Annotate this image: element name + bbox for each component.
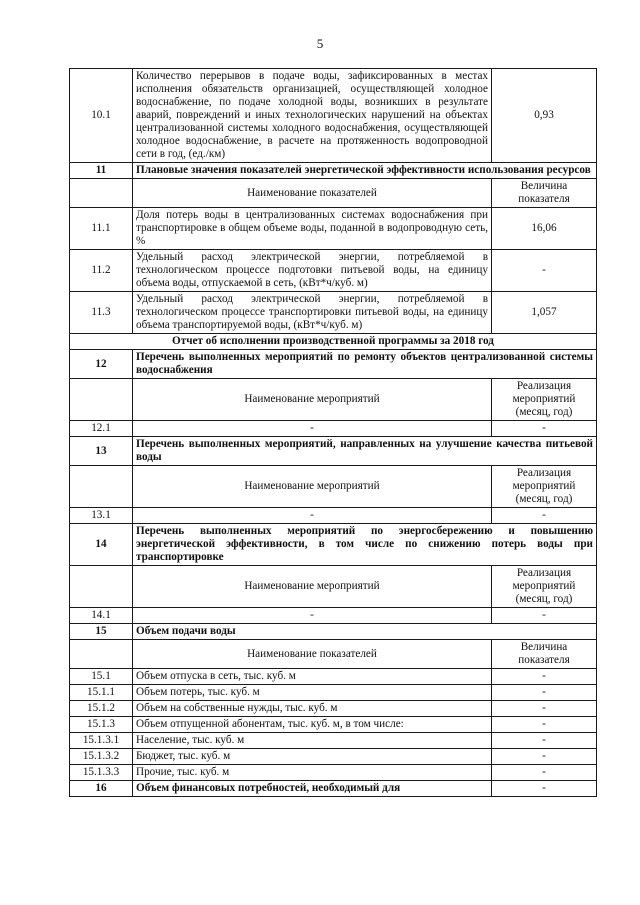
report-caption: Отчет об исполнении производственной программы за 2018 год xyxy=(70,334,597,350)
row-number: 11.3 xyxy=(70,292,133,334)
table-row xyxy=(70,608,597,624)
section-number: 16 xyxy=(70,781,133,797)
section-number: 13 xyxy=(70,437,133,466)
row-value: - xyxy=(492,781,597,797)
row-text: - xyxy=(133,508,492,524)
section-header-row xyxy=(70,524,597,566)
column-header-name: Наименование показателей xyxy=(133,179,492,208)
section-header-row xyxy=(70,624,597,640)
row-text: - xyxy=(133,608,492,624)
table-row xyxy=(70,421,597,437)
column-header-value: Реализация мероприятий (месяц, год) xyxy=(492,566,597,608)
row-text: Объем на собственные нужды, тыс. куб. м xyxy=(133,701,492,717)
column-header-value: Реализация мероприятий (месяц, год) xyxy=(492,466,597,508)
row-number: 11.1 xyxy=(70,208,133,250)
table-row xyxy=(70,733,597,749)
column-header-row xyxy=(70,640,597,669)
section-title: Объем подачи воды xyxy=(133,624,597,640)
section-title: Перечень выполненных мероприятий по энергосбережению и повышению энергетической эффективности, в том числе по снижению потерь воды при транспортировке xyxy=(133,524,597,566)
table-row xyxy=(70,717,597,733)
section-number: 12 xyxy=(70,350,133,379)
row-value: - xyxy=(492,669,597,685)
row-text: Удельный расход электрической энергии, потребляемой в технологическом процессе транспортировки питьевой воды, на единицу объема транспортируемой воды, (кВт*ч/куб. м) xyxy=(133,292,492,334)
row-number: 11.2 xyxy=(70,250,133,292)
row-number: 15.1.3.1 xyxy=(70,733,133,749)
row-value: - xyxy=(492,608,597,624)
table-row xyxy=(70,749,597,765)
row-value: - xyxy=(492,717,597,733)
row-number: 10.1 xyxy=(70,69,133,163)
row-value: - xyxy=(492,250,597,292)
row-number: 15.1.2 xyxy=(70,701,133,717)
column-header-value: Величина показателя xyxy=(492,640,597,669)
section-header-row xyxy=(70,350,597,379)
table-row xyxy=(70,69,597,163)
section-title: Перечень выполненных мероприятий, направленных на улучшение качества питьевой воды xyxy=(133,437,597,466)
section-header-row xyxy=(70,437,597,466)
row-text: - xyxy=(133,421,492,437)
column-header-name: Наименование мероприятий xyxy=(133,379,492,421)
table-row xyxy=(70,701,597,717)
row-value: - xyxy=(492,685,597,701)
report-caption-row xyxy=(70,334,597,350)
table-row xyxy=(70,765,597,781)
section-header-row xyxy=(70,163,597,179)
row-number: 15.1.3.3 xyxy=(70,765,133,781)
row-value: - xyxy=(492,733,597,749)
row-value: 0,93 xyxy=(492,69,597,163)
row-text: Объем потерь, тыс. куб. м xyxy=(133,685,492,701)
row-value: - xyxy=(492,749,597,765)
row-number: 15.1.1 xyxy=(70,685,133,701)
page-number: 5 xyxy=(316,36,324,51)
column-header-value: Реализация мероприятий (месяц, год) xyxy=(492,379,597,421)
column-header-value: Величина показателя xyxy=(492,179,597,208)
section-number: 14 xyxy=(70,524,133,566)
row-text: Удельный расход электрической энергии, потребляемой в технологическом процессе подготовки питьевой воды, на единицу объема воды, отпускаемой в сеть, (кВт*ч/куб. м) xyxy=(133,250,492,292)
section-header-row xyxy=(70,781,597,797)
row-text: Объем отпуска в сеть, тыс. куб. м xyxy=(133,669,492,685)
column-header-row xyxy=(70,466,597,508)
section-title: Перечень выполненных мероприятий по ремонту объектов централизованной системы водоснабжения xyxy=(133,350,597,379)
table-row xyxy=(70,250,597,292)
row-text: Население, тыс. куб. м xyxy=(133,733,492,749)
row-text: Количество перерывов в подаче воды, зафиксированных в местах исполнения обязательств организацией, осуществляющей холодное водоснабжение, по подаче холодной воды, возникших в результате аварий, повреждений и иных технологических нарушений на объектах централизованной системы холодного водоснабжения, осуществляющей холодное водоснабжение, в расчете на протяженность водопроводной сети в год, (ед./км) xyxy=(133,69,492,163)
row-text: Бюджет, тыс. куб. м xyxy=(133,749,492,765)
row-value: - xyxy=(492,701,597,717)
row-number: 15.1 xyxy=(70,669,133,685)
row-value: 1,057 xyxy=(492,292,597,334)
row-value: - xyxy=(492,765,597,781)
row-value: 16,06 xyxy=(492,208,597,250)
section-title: Плановые значения показателей энергетической эффективности использования ресурсов xyxy=(133,163,597,179)
row-number: 12.1 xyxy=(70,421,133,437)
column-header-row xyxy=(70,379,597,421)
section-title: Объем финансовых потребностей, необходимый для xyxy=(133,781,492,797)
table-row xyxy=(70,292,597,334)
section-number: 11 xyxy=(70,163,133,179)
row-value: - xyxy=(492,421,597,437)
table-row xyxy=(70,208,597,250)
row-text: Доля потерь воды в централизованных системах водоснабжения при транспортировке в общем объеме воды, поданной в водопроводную сеть, % xyxy=(133,208,492,250)
row-number: 13.1 xyxy=(70,508,133,524)
column-header-name: Наименование мероприятий xyxy=(133,566,492,608)
column-header-name: Наименование мероприятий xyxy=(133,466,492,508)
row-number: 14.1 xyxy=(70,608,133,624)
column-header-row xyxy=(70,566,597,608)
row-number: 15.1.3 xyxy=(70,717,133,733)
column-header-name: Наименование показателей xyxy=(133,640,492,669)
row-number: 15.1.3.2 xyxy=(70,749,133,765)
column-header-row xyxy=(70,179,597,208)
row-text: Прочие, тыс. куб. м xyxy=(133,765,492,781)
section-number: 15 xyxy=(70,624,133,640)
program-table xyxy=(69,68,597,797)
table-row xyxy=(70,685,597,701)
row-value: - xyxy=(492,508,597,524)
table-row xyxy=(70,669,597,685)
table-row xyxy=(70,508,597,524)
row-text: Объем отпущенной абонентам, тыс. куб. м, в том числе: xyxy=(133,717,492,733)
